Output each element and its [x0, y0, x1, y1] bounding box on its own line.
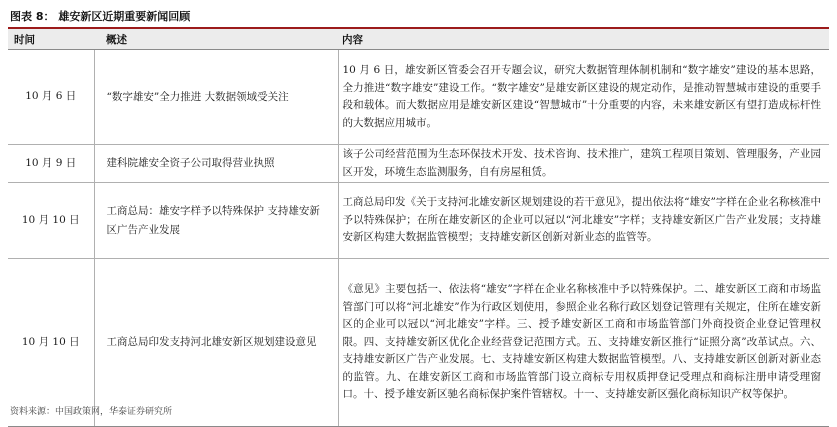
row-content: 10 月 6 日，雄安新区管委会召开专题会议，研究大数据管理体制机制和“数字雄安”建设的基本思路，全力推进“数字雄安”建设工作。“数字雄安”是雄安新区建设的规定动作，是推动智慧城市建设的重要手段和载体。而大数据应用是雄安新区建设“智慧城市”十分重要的内容，未来雄安新区有望打造成标杆性的大数据应用城市。	[338, 50, 829, 145]
row-summary: 建科院雄安全资子公司取得营业执照	[94, 145, 338, 183]
news-table	[8, 29, 829, 427]
header-content: 内容	[338, 29, 829, 50]
table-row	[8, 145, 829, 183]
figure-title: 图表 8： 雄安新区近期重要新闻回顾	[10, 10, 191, 23]
table-header-row	[8, 29, 829, 50]
row-date: 10 月 6 日	[8, 50, 94, 145]
table-row	[8, 50, 829, 145]
header-date: 时间	[8, 29, 94, 50]
row-content: 工商总局印发《关于支持河北雄安新区规划建设的若干意见》，提出依法将“雄安”字样在企业名称核准中予以特殊保护；在所在雄安新区的企业可以冠以“河北雄安”字样；支持雄安新区广告产业发展；支持雄安新区构建大数据监管模型；支持雄安新区创新对新业态的监管等。	[338, 183, 829, 259]
row-content: 《意见》主要包括一、依法将“雄安”字样在企业名称核准中予以特殊保护。二、雄安新区工商和市场监管部门可以将“河北雄安”作为行政区划使用，参照企业名称行政区划登记管理有关规定，住所在雄安新区的企业可以冠以“河北雄安”字样。三、授予雄安新区工商和市场监管部门外商投资企业登记管理权限。四、支持雄安新区优化企业经营登记范围方式。五、支持雄安新区推行“证照分离”改革试点。六、支持雄安新区广告产业发展。七、支持雄安新区构建大数据监管模型。八、支持雄安新区创新对新业态的监管。九、在雄安新区工商和市场监管部门设立商标专用权质押登记受理点和商标注册申请受理窗口。十、授予雄安新区驰名商标保护案件管辖权。十一、支持雄安新区强化商标知识产权等保护。	[338, 259, 829, 427]
table-row	[8, 183, 829, 259]
row-summary: 工商总局印发支持河北雄安新区规划建设意见	[94, 259, 338, 427]
source-note: 资料来源：中国政策网，华泰证券研究所	[10, 407, 173, 417]
row-date: 10 月 10 日	[8, 259, 94, 427]
row-date: 10 月 9 日	[8, 145, 94, 183]
row-date: 10 月 10 日	[8, 183, 94, 259]
row-summary: “数字雄安”全力推进 大数据领域受关注	[94, 50, 338, 145]
row-content: 该子公司经营范围为生态环保技术开发、技术咨询、技术推广，建筑工程项目策划、管理服务，产业园区开发，环境生态监测服务，自有房屋租赁。	[338, 145, 829, 183]
row-summary: 工商总局：雄安字样予以特殊保护 支持雄安新区广告产业发展	[94, 183, 338, 259]
header-summary: 概述	[94, 29, 338, 50]
table-row	[8, 259, 829, 427]
